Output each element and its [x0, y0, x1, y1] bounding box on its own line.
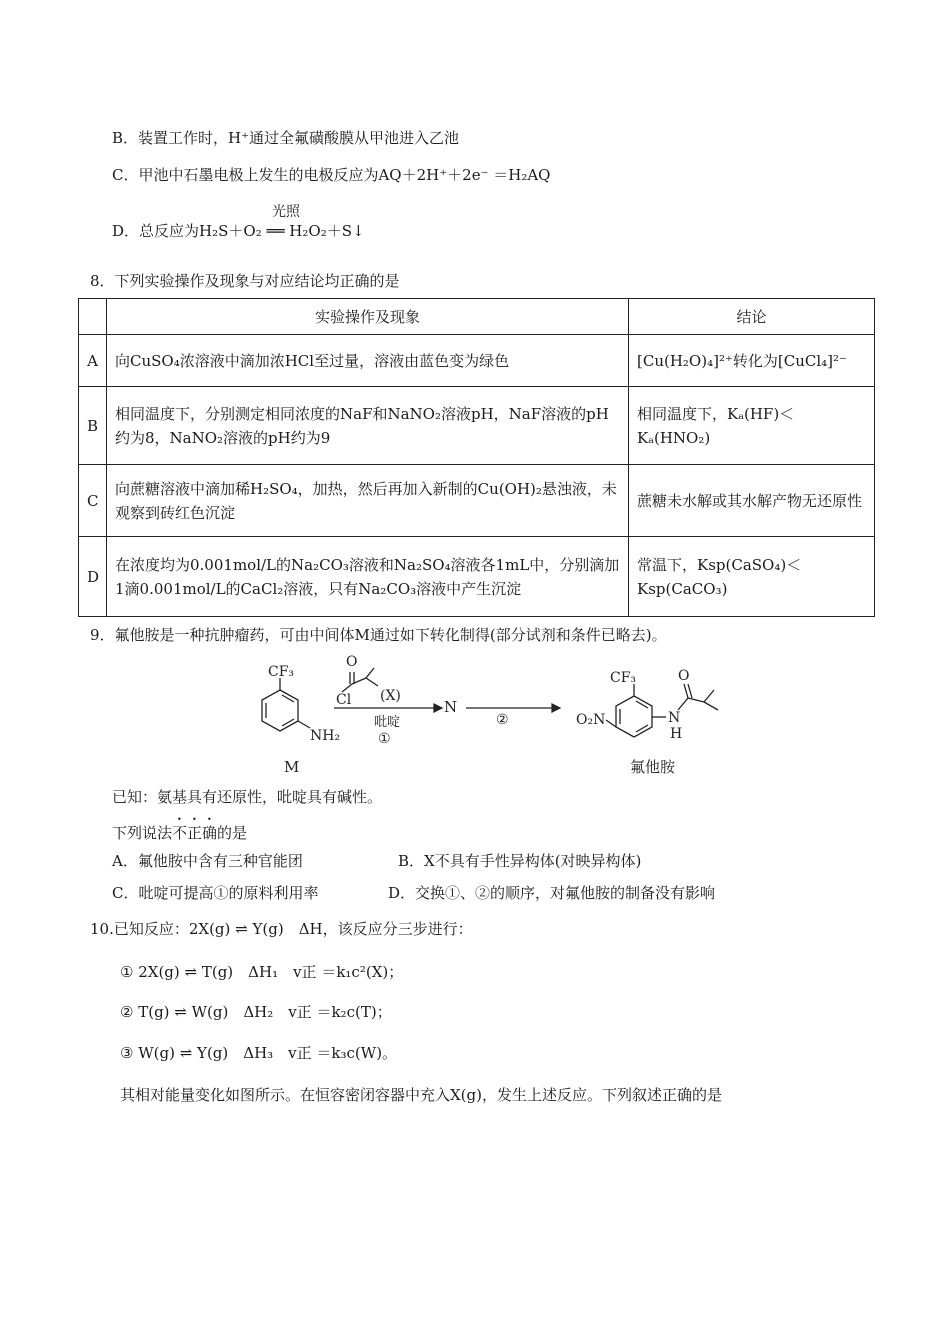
condition-pyridine: 吡啶: [374, 715, 401, 730]
q10-step-1: ① 2X(g) ⇌ T(g) ΔH₁ v正 ＝k₁c²(X)；: [120, 963, 404, 981]
q10-stem-suffix: ，该反应分三步进行：: [322, 920, 473, 938]
reagent-cl-label: Cl: [336, 692, 352, 708]
row-label: C: [79, 465, 107, 537]
table-header-conclusion: 结论: [629, 299, 875, 335]
q9-option-d: D．交换①、②的顺序，对氟他胺的制备没有影响: [388, 884, 716, 902]
flutamide-structure: [606, 684, 718, 737]
flutamide-h-label: H: [670, 726, 683, 742]
q9-option-a: A．氟他胺中含有三种官能团: [112, 852, 303, 870]
q7-option-c: C．甲池中石墨电极上发生的电极反应为AQ＋2H⁺＋2e⁻ ＝H₂AQ: [112, 166, 551, 184]
table-row: [79, 465, 875, 537]
q10-step-2: ② T(g) ⇌ W(g) ΔH₂ v正 ＝k₂c(T)；: [120, 1003, 392, 1021]
q9-ask-emphasis: 不正确: [172, 824, 218, 842]
q9-option-b: B．X不具有手性异构体(对映异构体): [398, 852, 642, 870]
q10-stem-prefix: 10.已知反应：: [90, 920, 189, 938]
row-conclusion: 蔗糖未水解或其水解产物无还原性: [629, 465, 875, 537]
row-label: D: [79, 537, 107, 617]
reagent-x-label: (X): [380, 688, 401, 704]
reagent-o-label: O: [346, 654, 358, 670]
q9-ask-suffix: 的是: [217, 824, 248, 842]
compound-m-structure: [262, 678, 310, 731]
flutamide-n-label: N: [668, 710, 681, 726]
row-conclusion: 相同温度下，Kₐ(HF)＜Kₐ(HNO₂): [629, 387, 875, 465]
m-cf3-label: CF₃: [268, 664, 295, 680]
row-operation: 向CuSO₄浓溶液中滴加浓HCl至过量，溶液由蓝色变为绿色: [107, 335, 629, 387]
table-header-blank: [79, 299, 107, 335]
row-operation: 向蔗糖溶液中滴加稀H₂SO₄，加热，然后再加入新制的Cu(OH)₂悬浊液，未观察到砖红色沉淀: [107, 465, 629, 537]
row-label: A: [79, 335, 107, 387]
q9-known: 已知：氨基具有还原性，吡啶具有碱性。: [112, 788, 383, 806]
row-operation: 相同温度下，分别测定相同浓度的NaF和NaNO₂溶液pH，NaF溶液的pH约为8，NaNO₂溶液的pH约为9: [107, 387, 629, 465]
intermediate-n-label: N: [444, 698, 458, 716]
q10-overall-equation: 2X(g) ⇌ Y(g) ΔH: [188, 920, 323, 938]
table-header-row: [79, 299, 875, 335]
q9-ask: [112, 815, 247, 843]
row-operation: 在浓度均为0.001mol/L的Na₂CO₃溶液和Na₂SO₄溶液各1mL中，分别滴加1滴0.001mol/L的CaCl₂溶液，只有Na₂CO₃溶液中产生沉淀: [107, 537, 629, 617]
q10-stem: [90, 918, 473, 939]
arrow-step-2: [466, 704, 560, 712]
experiment-table: [78, 298, 875, 617]
q7-reaction-condition: 光照: [272, 204, 300, 220]
table-row: [79, 537, 875, 617]
flutamide-o-label: O: [678, 668, 690, 684]
row-conclusion: 常温下，Ksp(CaSO₄)＜Ksp(CaCO₃): [629, 537, 875, 617]
reagent-x-structure: [342, 668, 378, 692]
q7-option-d: D．总反应为H₂S＋O₂ ══ H₂O₂＋S↓: [112, 222, 365, 240]
flutamide-cf3-label: CF₃: [610, 670, 637, 686]
q10-tail: 其相对能量变化如图所示。在恒容密闭容器中充入X(g)，发生上述反应。下列叙述正确的是: [120, 1086, 722, 1104]
table-row: [79, 387, 875, 465]
q9-stem: 9．氟他胺是一种抗肿瘤药，可由中间体M通过如下转化制得(部分试剂和条件已略去)。: [90, 626, 667, 644]
step-2-label: ②: [496, 712, 509, 728]
q8-stem: 8．下列实验操作及现象与对应结论均正确的是: [90, 272, 400, 290]
row-label: B: [79, 387, 107, 465]
q7-option-b: B．装置工作时，H⁺通过全氟磺酸膜从甲池进入乙池: [112, 129, 460, 147]
m-label: M: [284, 758, 300, 776]
table-row: [79, 335, 875, 387]
flutamide-label: 氟他胺: [630, 758, 676, 776]
step-1-label: ①: [378, 731, 391, 747]
row-conclusion: [Cu(H₂O)₄]²⁺转化为[CuCl₄]²⁻: [629, 335, 875, 387]
reaction-scheme: [230, 648, 750, 780]
flutamide-o2n-label: O₂N: [576, 712, 606, 728]
q9-ask-prefix: 下列说法: [112, 824, 173, 842]
table-header-operation: 实验操作及现象: [107, 299, 629, 335]
q9-option-c: C．吡啶可提高①的原料利用率: [112, 884, 319, 902]
q10-step-3: ③ W(g) ⇌ Y(g) ΔH₃ v正 ＝k₃c(W)。: [120, 1044, 398, 1062]
m-nh2-label: NH₂: [310, 728, 341, 744]
